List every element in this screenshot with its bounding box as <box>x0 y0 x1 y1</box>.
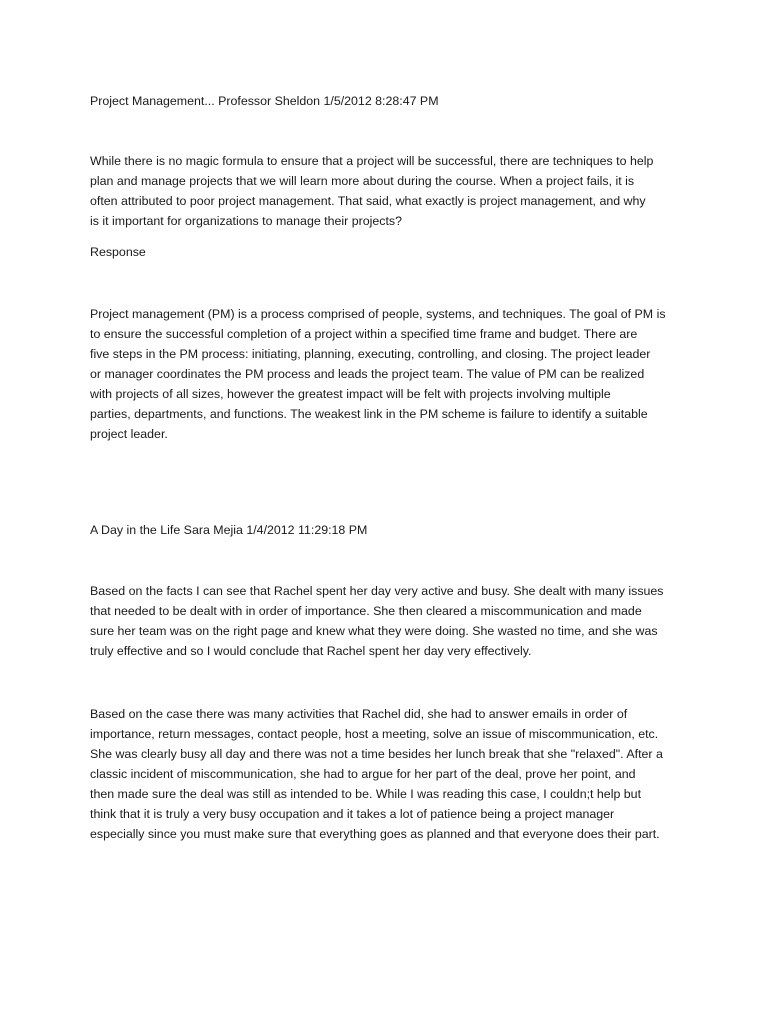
question-paragraph <box>90 151 690 231</box>
post-line: importance, return messages, contact people, host a meeting, solve an issue of miscommunication, etc. <box>90 727 659 741</box>
response-label <box>90 242 690 262</box>
post-line: think that it is truly a very busy occupation and it takes a lot of patience being a project manager <box>90 807 615 821</box>
response-line: to ensure the successful completion of a project within a specified time frame and budget. There are <box>90 327 638 341</box>
response-paragraph <box>90 304 690 444</box>
post-line: classic incident of miscommunication, she had to argue for her part of the deal, prove her point, and <box>90 767 636 781</box>
question-line: is it important for organizations to manage their projects? <box>90 214 402 228</box>
post-line: Based on the case there was many activities that Rachel did, she had to answer emails in order of <box>90 707 628 721</box>
response-line: parties, departments, and functions. The weakest link in the PM scheme is failure to identify a suitable <box>90 407 648 421</box>
response-line: with projects of all sizes, however the greatest impact will be felt with projects involving multiple <box>90 387 611 401</box>
heading-text: Project Management... Professor Sheldon 1/5/2012 8:28:47 PM <box>90 94 439 108</box>
heading-text: A Day in the Life Sara Mejia 1/4/2012 11:29:18 PM <box>90 523 368 537</box>
question-line: often attributed to poor project management. That said, what exactly is project management, and why <box>90 194 646 208</box>
response-line: Project management (PM) is a process comprised of people, systems, and techniques. The goal of PM is <box>90 307 666 321</box>
question-line: While there is no magic formula to ensure that a project will be successful, there are techniques to help <box>90 154 654 168</box>
post-line: She was clearly busy all day and there was not a time besides her lunch break that she "relaxed". After a <box>90 747 663 761</box>
post-paragraph-case <box>90 704 690 844</box>
post-line: especially since you must make sure that everything goes as planned and that everyone does their part. <box>90 827 660 841</box>
post-heading-professor-sheldon <box>90 91 690 111</box>
question-line: plan and manage projects that we will learn more about during the course. When a project fails, it is <box>90 174 635 188</box>
post-line: truly effective and so I would conclude that Rachel spent her day very effectively. <box>90 644 532 658</box>
post-line: that needed to be dealt with in order of importance. She then cleared a miscommunication and made <box>90 604 642 618</box>
post-paragraph-facts <box>90 581 690 661</box>
response-label-text: Response <box>90 245 146 259</box>
response-line: or manager coordinates the PM process and leads the project team. The value of PM can be realized <box>90 367 645 381</box>
response-line: five steps in the PM process: initiating, planning, executing, controlling, and closing. The project leader <box>90 347 651 361</box>
post-line: sure her team was on the right page and knew what they were doing. She wasted no time, and she was <box>90 624 658 638</box>
post-heading-sara-mejia <box>90 520 690 540</box>
response-line: project leader. <box>90 427 168 441</box>
post-line: Based on the facts I can see that Rachel spent her day very active and busy. She dealt with many issues <box>90 584 664 598</box>
post-line: then made sure the deal was still as intended to be. While I was reading this case, I couldn;t help but <box>90 787 642 801</box>
